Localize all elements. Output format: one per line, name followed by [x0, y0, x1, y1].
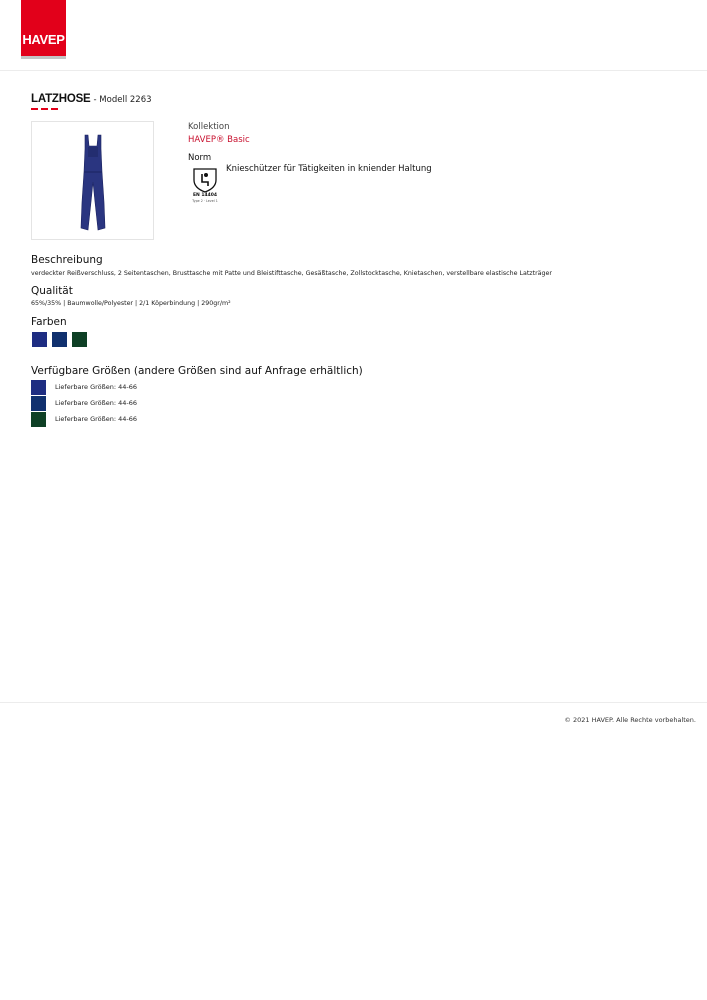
- product-image[interactable]: [31, 121, 154, 240]
- description-heading: Beschreibung: [31, 254, 103, 266]
- norm-icon-title: EN 14404: [192, 193, 218, 198]
- color-swatch[interactable]: [32, 332, 47, 347]
- colors-heading: Farben: [31, 316, 67, 328]
- size-color-swatch: [31, 396, 46, 411]
- title-dash: [41, 108, 48, 110]
- havep-logo[interactable]: [21, 0, 66, 56]
- size-color-swatch: [31, 380, 46, 395]
- product-model: - Modell 2263: [93, 95, 152, 105]
- logo-underline: [21, 56, 66, 59]
- title-dash: [31, 108, 38, 110]
- sizes-heading: Verfügbare Größen (andere Größen sind auf Anfrage erhältlich): [31, 365, 363, 377]
- bib-overall-icon: [32, 122, 155, 241]
- footer-divider: [0, 702, 707, 703]
- footer-copyright: © 2021 HAVEP. Alle Rechte vorbehalten.: [564, 716, 696, 724]
- collection-label: Kollektion: [188, 122, 230, 132]
- norm-icon-subtitle: Type 2 · Level 1: [192, 199, 218, 203]
- page-header: [0, 0, 707, 71]
- color-swatch[interactable]: [72, 332, 87, 347]
- logo-text: HAVEP: [22, 32, 65, 47]
- quality-heading: Qualität: [31, 285, 73, 297]
- product-title-row: [31, 93, 152, 105]
- title-dash: [51, 108, 58, 110]
- size-availability: Lieferbare Größen: 44-66: [55, 399, 137, 407]
- knee-protection-shield-icon: [190, 166, 220, 204]
- quality-text: 65%/35% | Baumwolle/Polyester | 2/1 Köperbindung | 290gr/m²: [31, 300, 231, 307]
- norm-label: Norm: [188, 153, 212, 163]
- size-color-swatch: [31, 412, 46, 427]
- color-swatch[interactable]: [52, 332, 67, 347]
- collection-link[interactable]: HAVEP® Basic: [188, 135, 250, 145]
- size-availability: Lieferbare Größen: 44-66: [55, 415, 137, 423]
- size-availability: Lieferbare Größen: 44-66: [55, 383, 137, 391]
- product-title: LATZHOSE: [31, 93, 91, 105]
- description-text: verdeckter Reißverschluss, 2 Seitentaschen, Brusttasche mit Patte und Bleistifttasche, Gesäßtasche, Zollstocktasche, Knietaschen, verstellbare elastische Latzträger: [31, 270, 552, 277]
- norm-description: Knieschützer für Tätigkeiten in kniender Haltung: [226, 164, 432, 174]
